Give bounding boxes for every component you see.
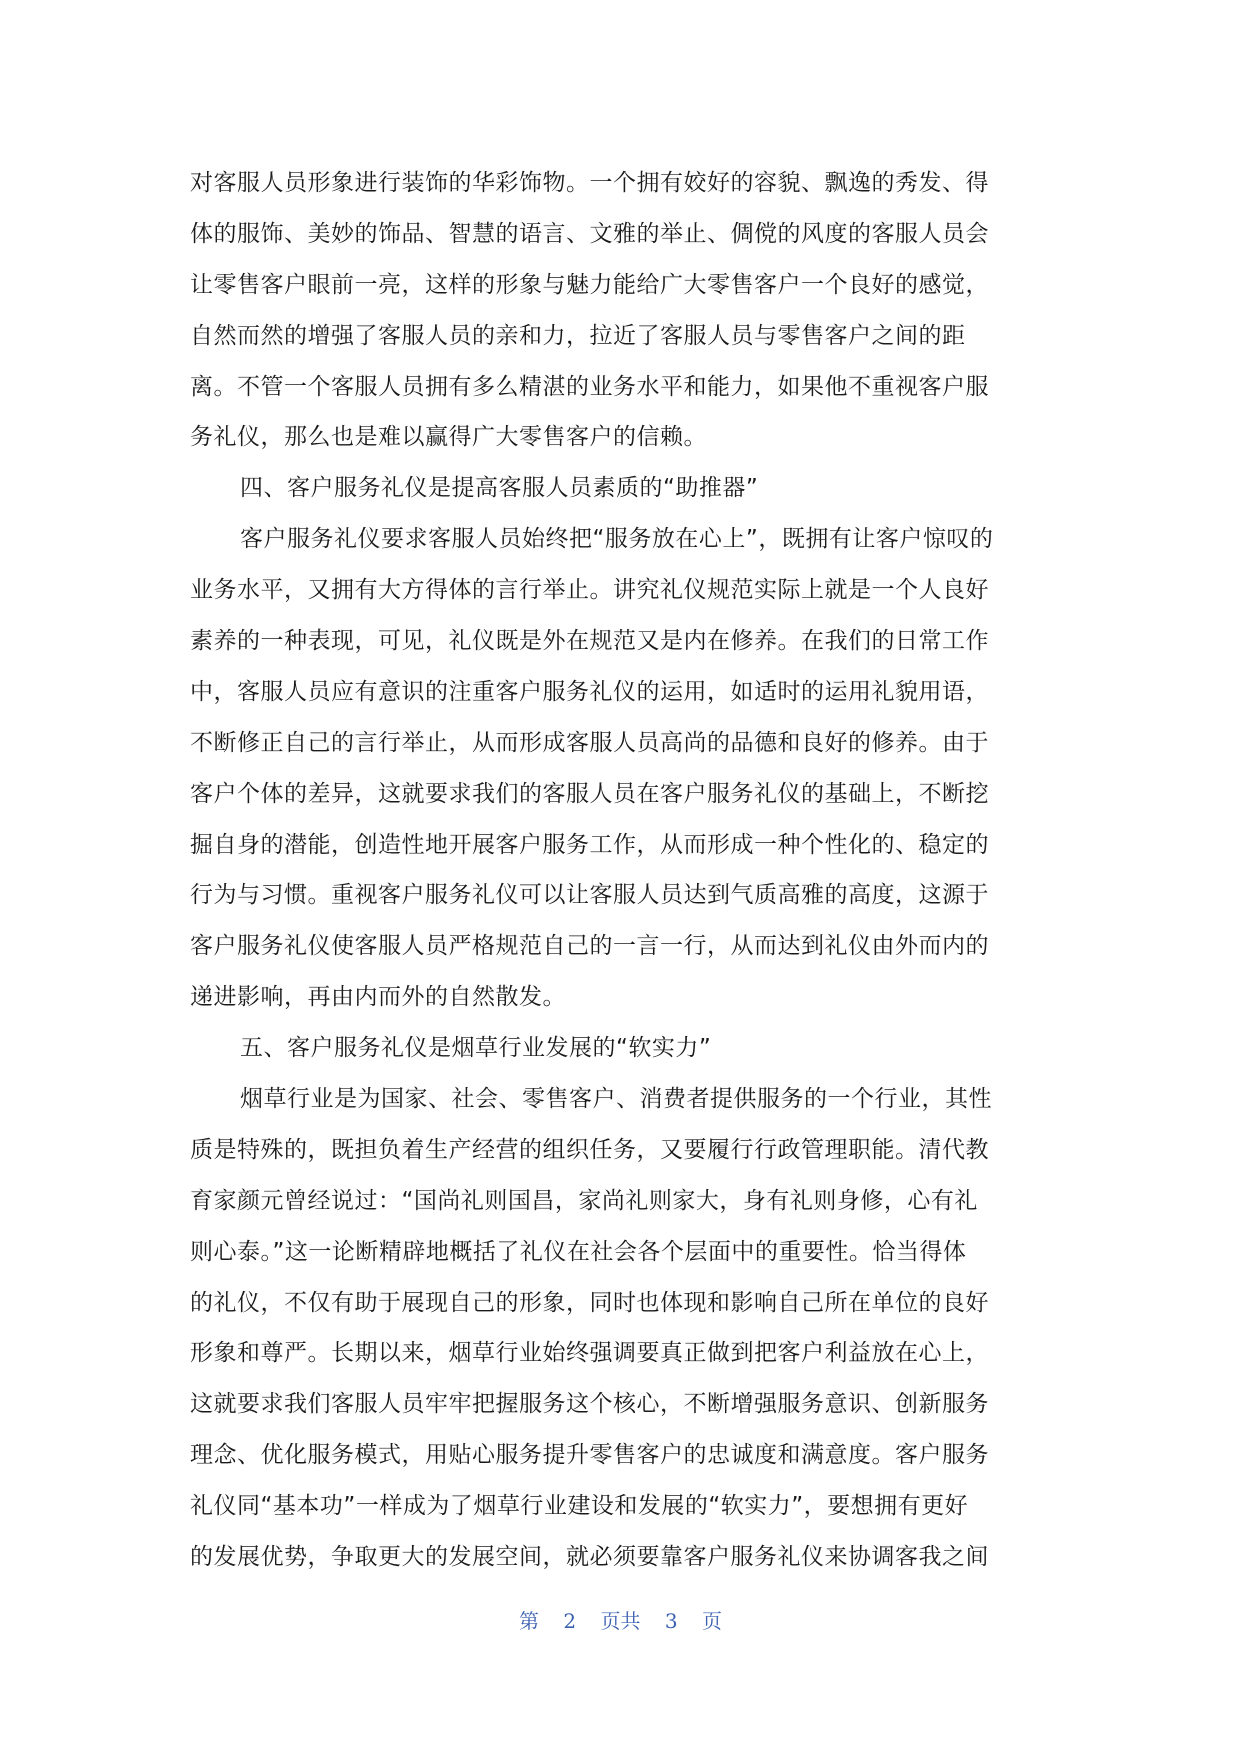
section-heading: 四、客户服务礼仪是提高客服人员素质的“助推器” [240, 475, 759, 502]
text-line: 理念、优化服务模式，用贴心服务提升零售客户的忠诚度和满意度。客户服务 [190, 1442, 989, 1469]
text-line: 中，客服人员应有意识的注重客户服务礼仪的运用，如适时的运用礼貌用语， [190, 678, 989, 705]
text-line: 形象和尊严。长期以来，烟草行业始终强调要真正做到把客户利益放在心上， [190, 1340, 989, 1367]
text-line: 客户服务礼仪使客服人员严格规范自己的一言一行，从而达到礼仪由外而内的 [190, 933, 989, 960]
text-line: 的发展优势，争取更大的发展空间，就必须要靠客户服务礼仪来协调客我之间 [190, 1544, 989, 1571]
text-line: 让零售客户眼前一亮，这样的形象与魅力能给广大零售客户一个良好的感觉， [190, 271, 989, 298]
paragraph-first-line: 客户服务礼仪要求客服人员始终把“服务放在心上”，既拥有让客户惊叹的 [240, 526, 994, 553]
footer-middle: 页共 [600, 1609, 641, 1633]
text-line: 自然而然的增强了客服人员的亲和力，拉近了客服人员与零售客户之间的距 [190, 322, 966, 349]
footer-prefix: 第 [519, 1609, 540, 1633]
total-pages-number: 3 [664, 1609, 678, 1633]
text-line: 离。不管一个客服人员拥有多么精湛的业务水平和能力，如果他不重视客户服 [190, 373, 989, 400]
section-heading: 五、客户服务礼仪是烟草行业发展的“软实力” [240, 1035, 712, 1062]
text-line: 礼仪同“基本功”一样成为了烟草行业建设和发展的“软实力”，要想拥有更好 [190, 1493, 969, 1520]
text-line: 这就要求我们客服人员牢牢把握服务这个核心，不断增强服务意识、创新服务 [190, 1391, 989, 1418]
text-line: 务礼仪，那么也是难以赢得广大零售客户的信赖。 [190, 424, 707, 451]
text-line: 素养的一种表现，可见，礼仪既是外在规范又是内在修养。在我们的日常工作 [190, 628, 989, 655]
text-line: 的礼仪，不仅有助于展现自己的形象，同时也体现和影响自己所在单位的良好 [190, 1289, 989, 1316]
page-footer [0, 1605, 1241, 1634]
body-text [190, 158, 1050, 1583]
text-line: 不断修正自己的言行举止，从而形成客服人员高尚的品德和良好的修养。由于 [190, 729, 989, 756]
text-line: 客户个体的差异，这就要求我们的客服人员在客户服务礼仪的基础上，不断挖 [190, 780, 989, 807]
text-line: 对客服人员形象进行装饰的华彩饰物。一个拥有姣好的容貌、飘逸的秀发、得 [190, 170, 989, 196]
text-line: 体的服饰、美妙的饰品、智慧的语言、文雅的举止、倜傥的风度的客服人员会 [190, 220, 989, 247]
text-line: 递进影响，再由内而外的自然散发。 [190, 984, 566, 1011]
footer-suffix: 页 [701, 1609, 722, 1633]
paragraph-first-line: 烟草行业是为国家、社会、零售客户、消费者提供服务的一个行业，其性 [240, 1086, 992, 1113]
text-line: 质是特殊的，既担负着生产经营的组织任务，又要履行行政管理职能。清代教 [190, 1136, 989, 1163]
text-line: 行为与习惯。重视客户服务礼仪可以让客服人员达到气质高雅的高度，这源于 [190, 882, 989, 909]
text-line: 育家颜元曾经说过：“国尚礼则国昌，家尚礼则家大，身有礼则身修，心有礼 [190, 1187, 978, 1214]
text-line: 业务水平，又拥有大方得体的言行举止。讲究礼仪规范实际上就是一个人良好 [190, 577, 989, 604]
current-page-number: 2 [563, 1609, 577, 1633]
text-line: 掘自身的潜能，创造性地开展客户服务工作，从而形成一种个性化的、稳定的 [190, 831, 989, 858]
text-line: 则心泰。”这一论断精辟地概括了礼仪在社会各个层面中的重要性。恰当得体 [190, 1238, 967, 1265]
